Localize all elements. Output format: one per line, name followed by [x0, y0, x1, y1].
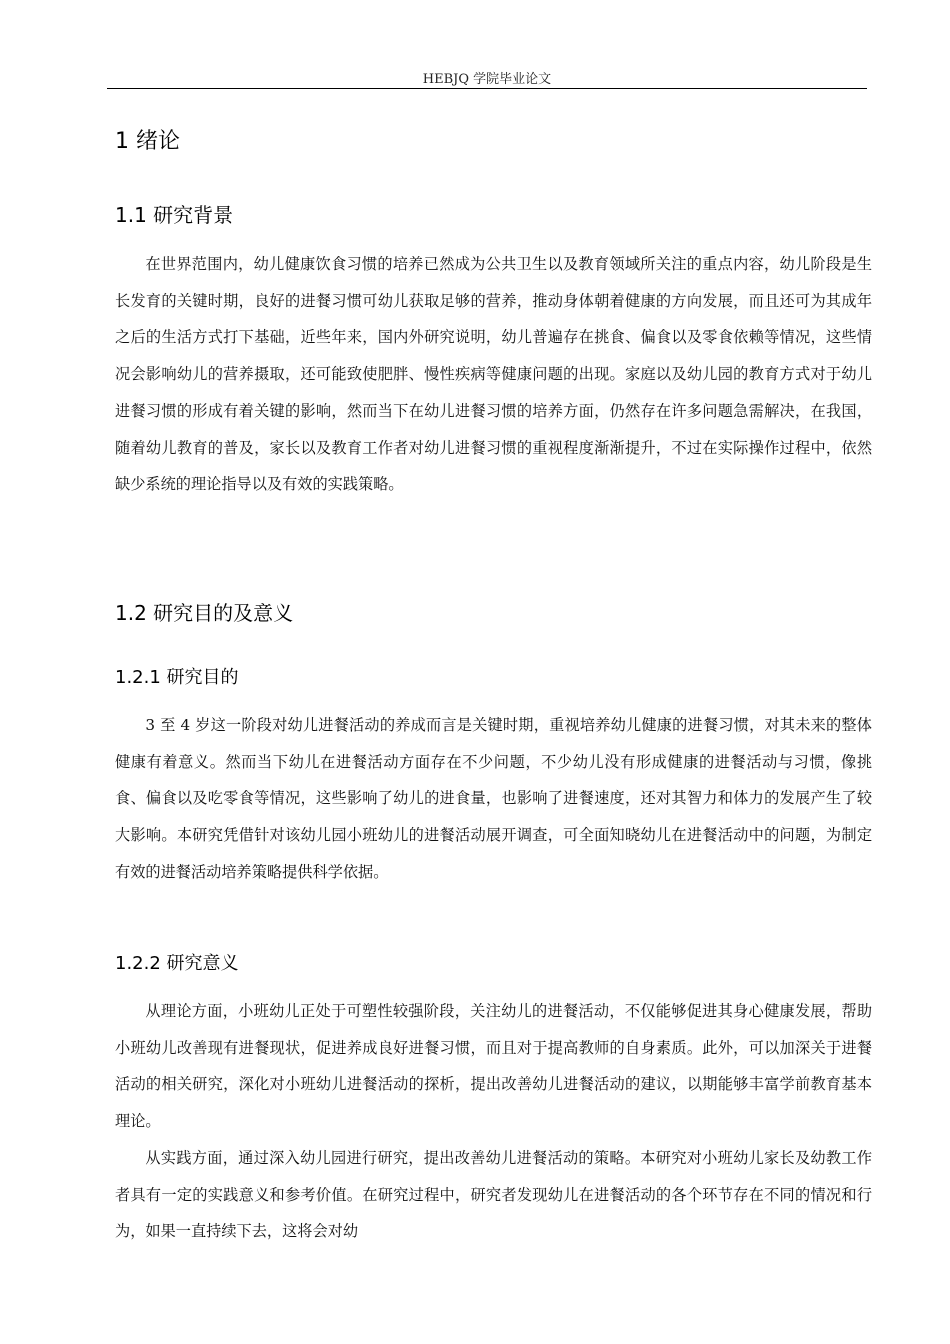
- paragraph-significance-theory: 从理论方面，小班幼儿正处于可塑性较强阶段，关注幼儿的进餐活动，不仅能够促进其身心健康发展，帮助小班幼儿改善现有进餐现状，促进养成良好进餐习惯，而且对于提高教师的自身素质。此外，可以加深关于进餐活动的相关研究，深化对小班幼儿进餐活动的探析，提出改善幼儿进餐活动的建议，以期能够丰富学前教育基本理论。: [115, 1002, 872, 1131]
- header-divider: [107, 88, 867, 89]
- paragraph-significance-practice: 从实践方面，通过深入幼儿园进行研究，提出改善幼儿进餐活动的策略。本研究对小班幼儿家长及幼教工作者具有一定的实践意义和参考价值。在研究过程中，研究者发现幼儿在进餐活动的各个环节存在不同的情况和行为，如果一直持续下去，这将会对幼: [115, 1149, 872, 1241]
- section-title-purpose-significance: 1.2 研究目的及意义: [115, 601, 294, 625]
- subsection-title-purpose: 1.2.1 研究目的: [115, 667, 239, 688]
- subsection-title-significance: 1.2.2 研究意义: [115, 953, 239, 974]
- page-header: HEBJQ 学院毕业论文: [422, 72, 552, 87]
- paragraph-purpose: 3 至 4 岁这一阶段对幼儿进餐活动的养成而言是关键时期，重视培养幼儿健康的进餐习惯，对其未来的整体健康有着意义。然而当下幼儿在进餐活动方面存在不少问题，不少幼儿没有形成健康的进餐活动与习惯，像挑食、偏食以及吃零食等情况，这些影响了幼儿的进食量，也影响了进餐速度，还对其智力和体力的发展产生了较大影响。本研究凭借针对该幼儿园小班幼儿的进餐活动展开调查，可全面知晓幼儿在进餐活动中的问题，为制定有效的进餐活动培养策略提供科学依据。: [115, 716, 872, 881]
- chapter-title: 1 绪论: [115, 129, 180, 154]
- section-title-background: 1.1 研究背景: [115, 203, 234, 227]
- paragraph-background: 在世界范围内，幼儿健康饮食习惯的培养已然成为公共卫生以及教育领域所关注的重点内容，幼儿阶段是生长发育的关键时期，良好的进餐习惯可幼儿获取足够的营养，推动身体朝着健康的方向发展，而且还可为其成年之后的生活方式打下基础，近些年来，国内外研究说明，幼儿普遍存在挑食、偏食以及零食依赖等情况，这些情况会影响幼儿的营养摄取，还可能致使肥胖、慢性疾病等健康问题的出现。家庭以及幼儿园的教育方式对于幼儿进餐习惯的形成有着关键的影响，然而当下在幼儿进餐习惯的培养方面，仍然存在许多问题急需解决，在我国，随着幼儿教育的普及，家长以及教育工作者对幼儿进餐习惯的重视程度渐渐提升，不过在实际操作过程中，依然缺少系统的理论指导以及有效的实践策略。: [115, 255, 872, 494]
